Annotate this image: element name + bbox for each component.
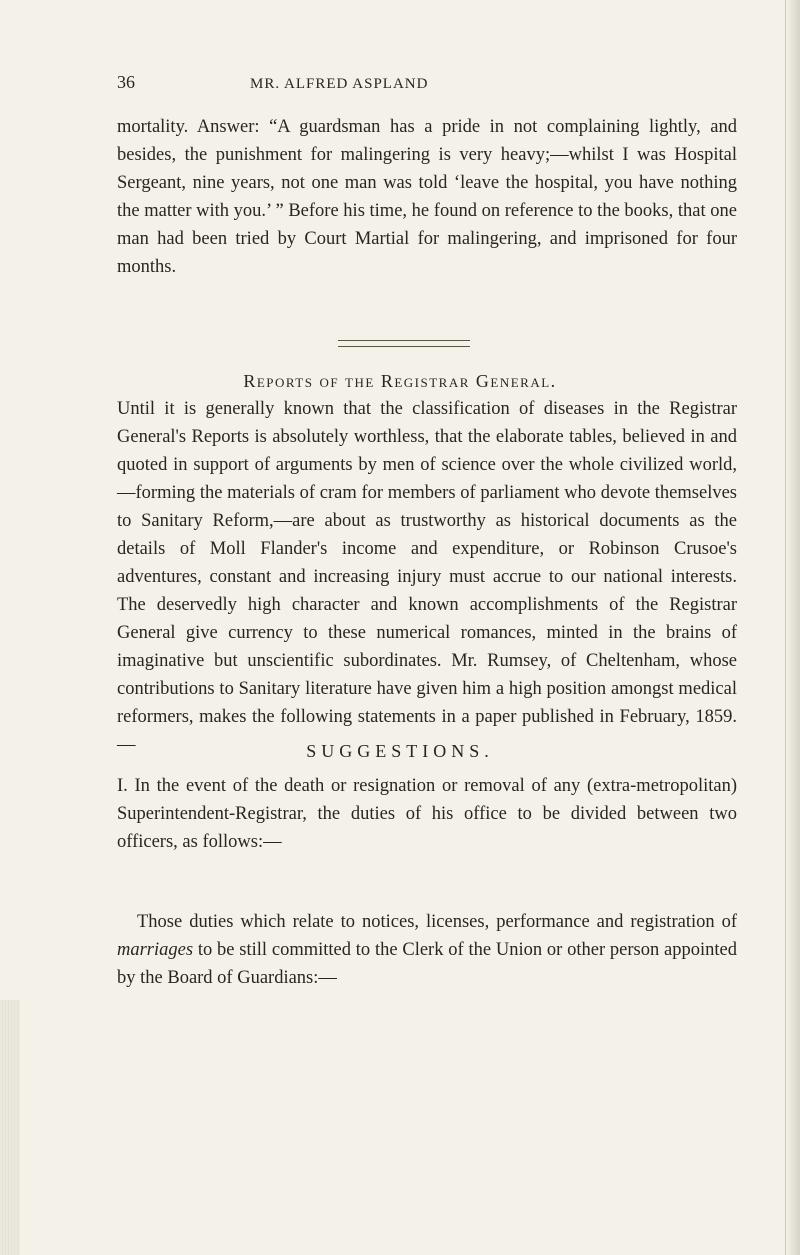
paragraph-text: [117, 908, 737, 992]
page-edge-left: [0, 1000, 20, 1255]
suggestions-heading: SUGGESTIONS.: [306, 741, 494, 761]
paragraph-text: Until it is generally known that the classification of diseases in the Registrar General's Reports is absolutely worthless, that the elaborate tables, believed in and quoted in support of arguments by men of science over the whole civilized world,—forming the materials of cram for members of parliament who devote themselves to Sanitary Reform,—are about as trustworthy as historical documents as the details of Moll Flander's income and expenditure, or Robinson Crusoe's adventures, constant and increasing injury must accrue to our national interests. The deservedly high character and known accomplishments of the Registrar General give currency to these numerical romances, minted in the brains of imaginative but unscientific subordinates. Mr. Rumsey, of Cheltenham, whose contributions to Sanitary literature have given him a high position amongst medical reformers, makes the following statements in a paper published in February, 1859.—: [117, 399, 737, 755]
text-run: to be still committed to the Clerk of the Union or other person appointed by the Board of Guardians:—: [117, 940, 737, 988]
paragraph-suggestion-one: [117, 772, 737, 856]
paragraph-malingering: [117, 113, 737, 281]
paragraph-registrar: [117, 395, 737, 759]
italic-text: marriages: [117, 940, 194, 960]
page-number: 36: [117, 72, 135, 92]
section-divider: [338, 340, 470, 347]
paragraph-text: mortality. Answer: “A guardsman has a pride in not complaining lightly, and besides, the punishment for malingering is very heavy;—whilst I was Hospital Sergeant, nine years, not one man was told ‘leave the hospital, you have nothing the matter with you.’ ” Before his time, he found on reference to the books, that one man had been tried by Court Martial for malingering, and imprisoned for four months.: [117, 117, 737, 277]
page-edge-right: [785, 0, 800, 1255]
running-head: MR. ALFRED ASPLAND: [250, 76, 429, 92]
page-header: [117, 72, 717, 96]
text-run: Those duties which relate to notices, licenses, performance and registration of: [137, 912, 737, 932]
section-heading: Reports of the Registrar General.: [243, 371, 557, 391]
paragraph-duties: [117, 908, 737, 992]
paragraph-text: I. In the event of the death or resignation or removal of any (extra-metropolitan) Superintendent-Registrar, the duties of his office to be divided between two officers, as follows:—: [117, 776, 737, 852]
